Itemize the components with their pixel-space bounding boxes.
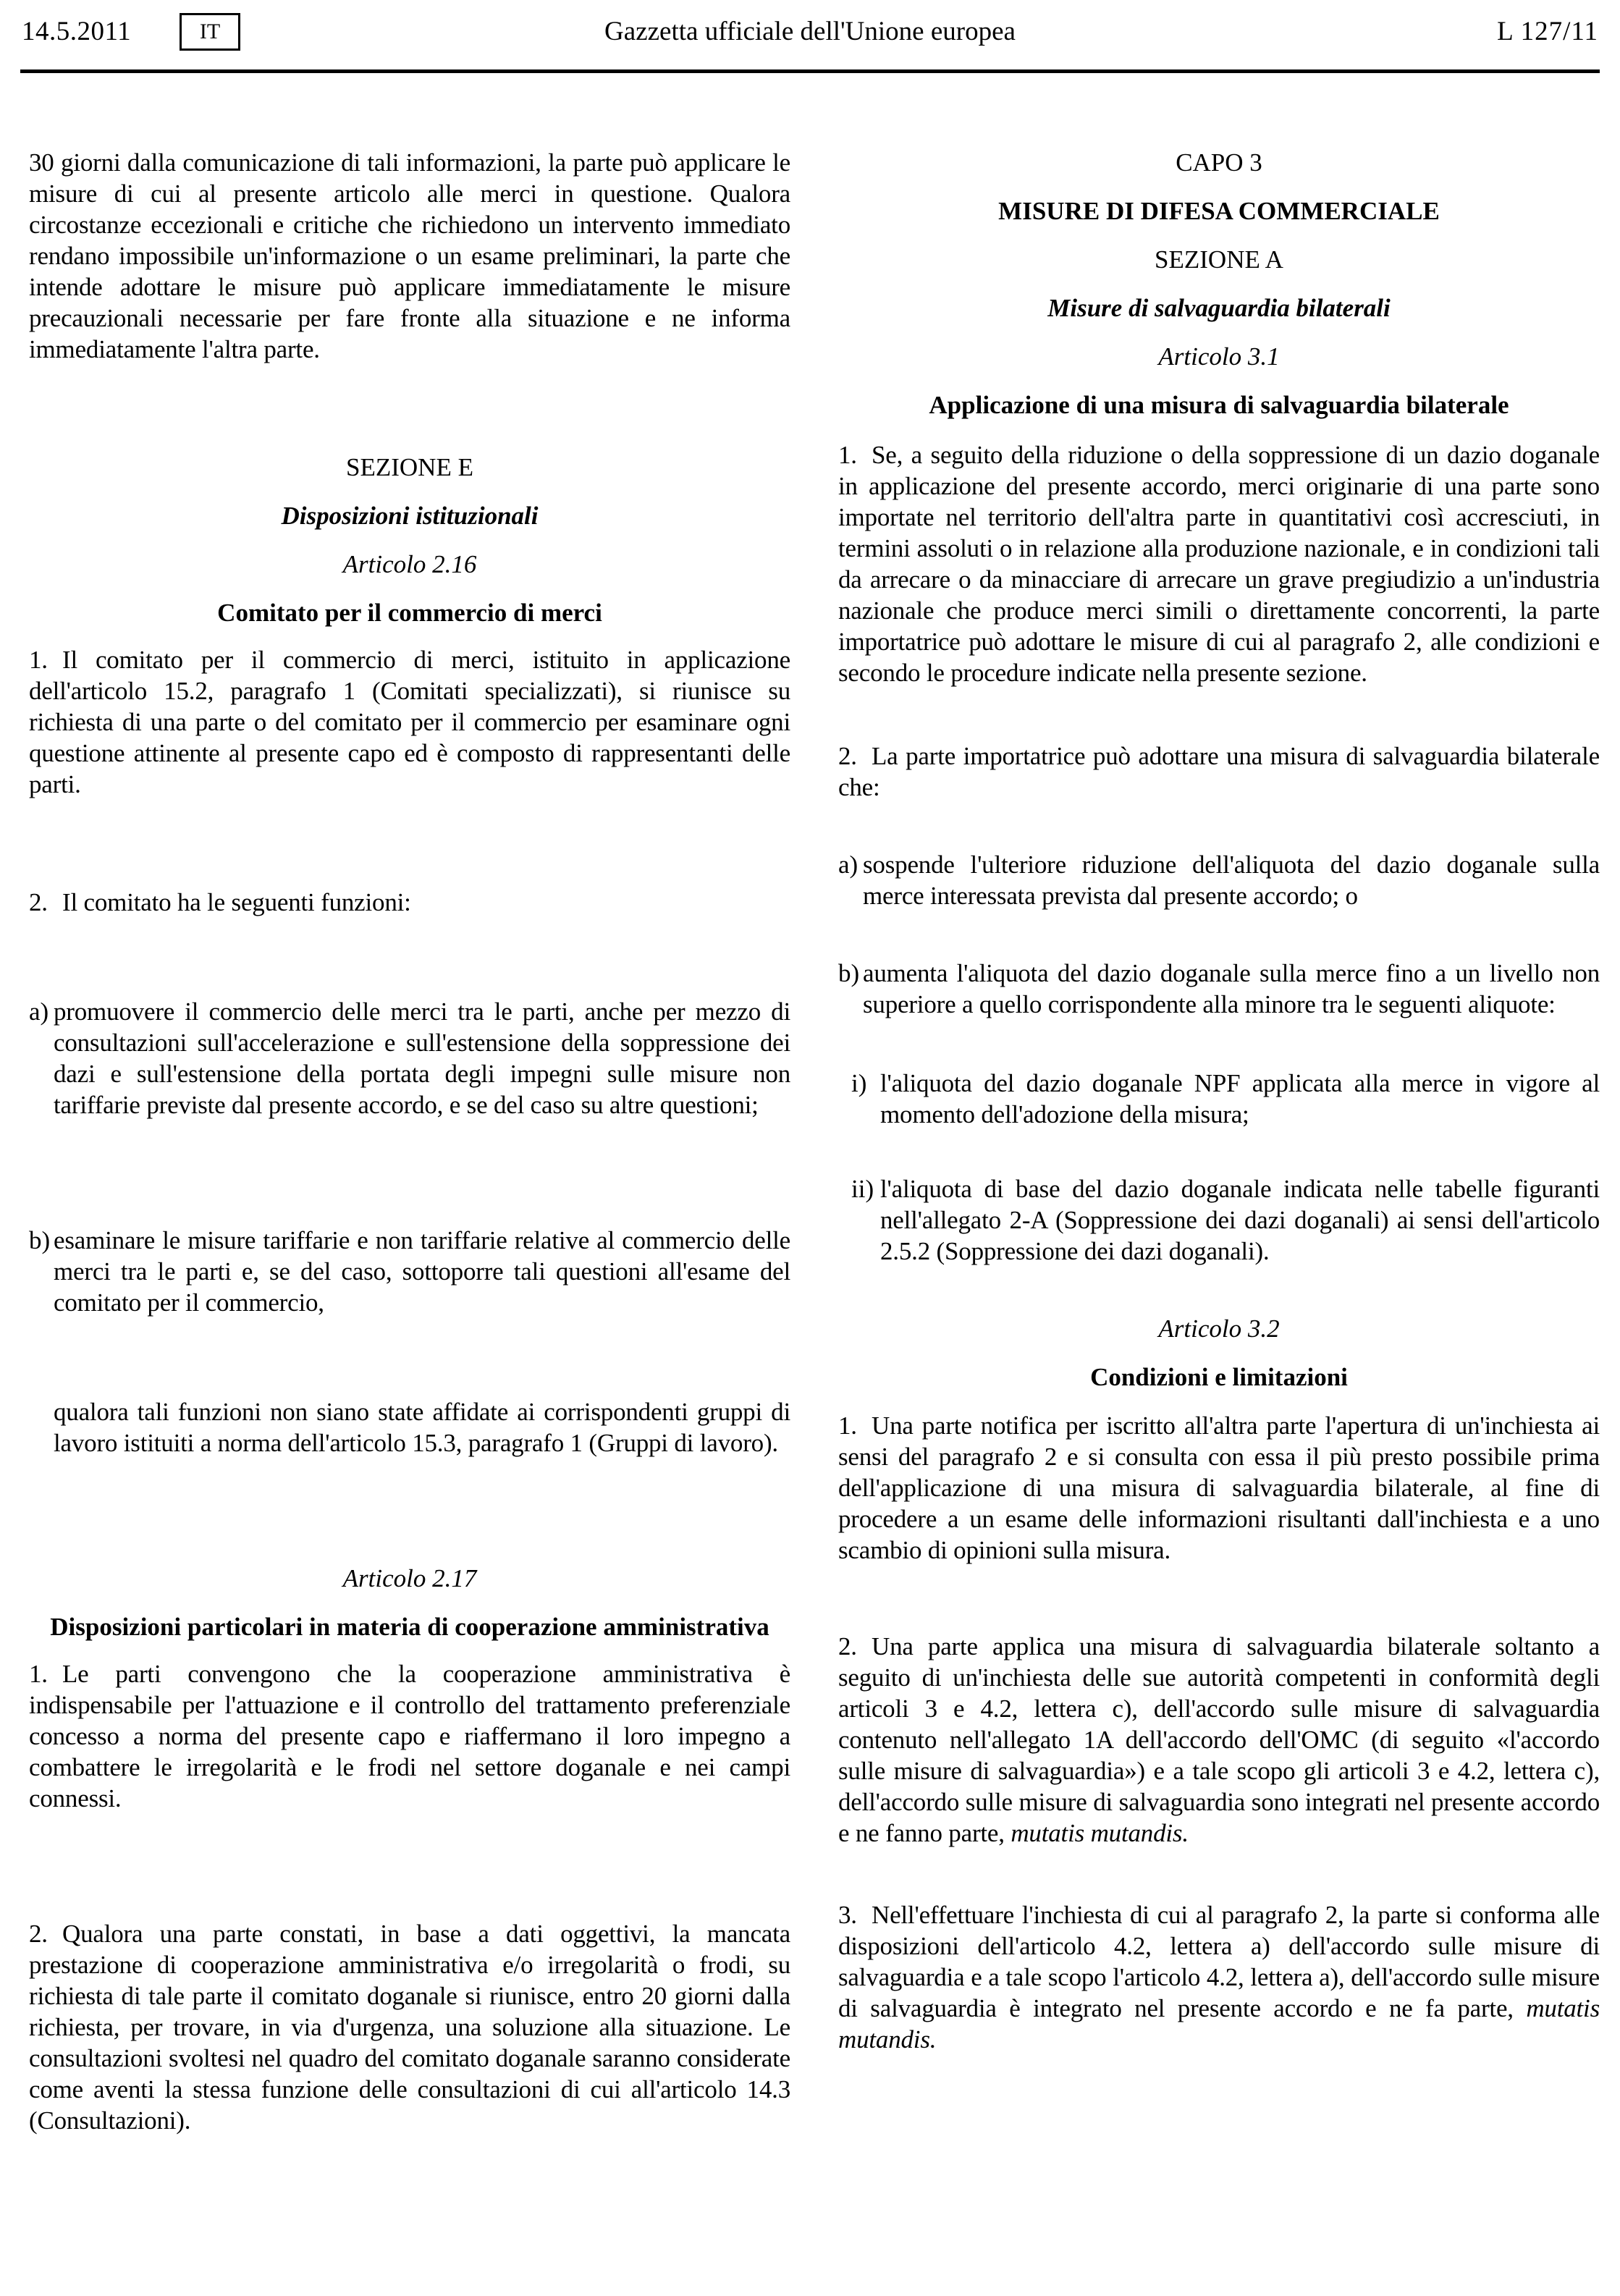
left-column <box>29 147 790 2136</box>
paragraph-text: Se, a seguito della riduzione o della soppressione di un dazio doganale in applicazione del presente accordo, merci originarie di una parte sono importate nel territorio dell'altra parte in quantitativi così accresciuti, in termini assoluti o in relazione alla produzione nazionale, e in condizioni tali da arrecare o da minacciare di arrecare un grave pregiudizio a un'industria nazionale che produce merci simili o direttamente concorrenti, la parte importatrice può adottare le misure di cui al paragrafo 2, alle condizioni e secondo le procedure indicate nella presente sezione. <box>838 441 1600 687</box>
paragraph-text: Nell'effettuare l'inchiesta di cui al paragrafo 2, la parte si conforma alle disposizioni dell'articolo 4.2, lettera a) dell'accordo sulle misure di salvaguardia e a tale scopo l'articolo 4.2, lettera a), dell'accordo sulle misure di salvaguardia è integrato nel presente accordo e ne fa parte, <box>838 1901 1600 2022</box>
section-label: SEZIONE E <box>346 453 473 481</box>
section-title: Disposizioni istituzionali <box>281 502 539 530</box>
list-item <box>29 1225 790 1318</box>
paragraph-number: 2. <box>838 1632 857 1660</box>
paragraph <box>29 887 790 918</box>
sub-list-item <box>838 1173 1600 1267</box>
paragraph-number: 2. <box>29 888 48 916</box>
journal-title: Gazzetta ufficiale dell'Unione europea <box>604 17 1016 46</box>
page-number: L 127/11 <box>1497 17 1598 46</box>
paragraph <box>838 439 1600 688</box>
item-text: aumenta l'aliquota del dazio doganale sulla merce fino a un livello non superiore a quello corrispondente alla minore tra le seguenti aliquote: <box>863 959 1600 1018</box>
publication-date: 14.5.2011 <box>22 17 132 46</box>
article-title: Comitato per il commercio di merci <box>217 599 602 627</box>
chapter-label: CAPO 3 <box>1176 148 1262 177</box>
paragraph-number: 2. <box>838 742 857 770</box>
paragraph-number: 1. <box>29 1660 48 1688</box>
right-column <box>838 147 1600 2136</box>
header-rule <box>20 69 1600 73</box>
item-marker: i) <box>851 1069 867 1097</box>
paragraph <box>838 1631 1600 1849</box>
paragraph-number: 2. <box>29 1920 48 1948</box>
paragraph-text: Qualora una parte constati, in base a dati oggettivi, la mancata prestazione di cooperazione amministrativa e/o irregolarità o frodi, su richiesta di tale parte il comitato doganale si riunisce, entro 20 giorni dalla richiesta, per trovare, in via d'urgenza, una soluzione alla situazione. Le consultazioni svoltesi nel quadro del comitato doganale saranno considerate come aventi la stessa funzione delle consultazioni di cui all'articolo 14.3 (Consultazioni). <box>29 1920 790 2135</box>
item-text: sospende l'ulteriore riduzione dell'aliquota del dazio doganale sulla merce interessata prevista dal presente accordo; o <box>863 851 1600 910</box>
item-marker: b) <box>29 1226 51 1254</box>
item-marker: ii) <box>851 1175 874 1203</box>
paragraph-text: Il comitato ha le seguenti funzioni: <box>62 888 411 916</box>
paragraph-text: Il comitato per il commercio di merci, istituito in applicazione dell'articolo 15.2, paragrafo 1 (Comitati specializzati), si riunisce su richiesta di una parte o del comitato per il commercio per esaminare ogni questione attinente al presente capo ed è composto di rappresentanti delle parti. <box>29 646 790 798</box>
intro-paragraph: 30 giorni dalla comunicazione di tali informazioni, la parte può applicare le misure di cui al presente articolo alle merci in questione. Qualora circostanze eccezionali e critiche che richiedono un intervento immediato rendano impossibile un'informazione o un esame preliminari, la parte che intende adottare le misure può applicare immediatamente le misure precauzionali necessarie per fare fronte alla situazione e ne informa immediatamente l'altra parte. <box>29 148 790 363</box>
item-marker: b) <box>838 959 860 987</box>
page-body <box>0 147 1620 2136</box>
paragraph-number: 1. <box>29 646 48 674</box>
item-text: esaminare le misure tariffarie e non tariffarie relative al commercio delle merci tra le parti e, se del caso, sottoporre tali questioni all'esame del comitato per il commercio, <box>54 1226 790 1317</box>
item-marker: a) <box>838 851 858 879</box>
paragraph-number: 1. <box>838 1411 857 1440</box>
paragraph-text: La parte importatrice può adottare una misura di salvaguardia bilaterale che: <box>838 742 1600 801</box>
article-label: Articolo 3.2 <box>1158 1314 1280 1343</box>
item-text: l'aliquota di base del dazio doganale indicata nelle tabelle figuranti nell'allegato 2-A (Soppressione dei dazi doganali) ai sensi dell'articolo 2.5.2 (Soppressione dei dazi doganali). <box>880 1175 1600 1265</box>
paragraph <box>29 644 790 800</box>
paragraph-number: 3. <box>838 1901 857 1929</box>
item-text: l'aliquota del dazio doganale NPF applicata alla merce in vigore al momento dell'adozione della misura; <box>880 1069 1600 1128</box>
item-marker: a) <box>29 997 49 1026</box>
article-title: Condizioni e limitazioni <box>1090 1363 1348 1391</box>
paragraph <box>29 1918 790 2136</box>
section-label: SEZIONE A <box>1155 245 1283 274</box>
paragraph <box>838 1410 1600 1566</box>
article-title: Applicazione di una misura di salvaguardia bilaterale <box>929 391 1509 419</box>
latin-phrase: mutatis mutandis. <box>1011 1819 1189 1847</box>
list-item <box>838 849 1600 911</box>
trailing-paragraph: qualora tali funzioni non siano state affidate ai corrispondenti gruppi di lavoro istituiti a norma dell'articolo 15.3, paragrafo 1 (Gruppi di lavoro). <box>54 1398 790 1457</box>
article-label: Articolo 2.16 <box>342 550 477 578</box>
paragraph-number: 1. <box>838 441 857 469</box>
latin-phrase: mutatis mutandis. <box>838 1994 1600 2054</box>
article-title: Disposizioni particolari in materia di cooperazione amministrativa <box>50 1613 769 1641</box>
page-header <box>0 0 1620 69</box>
language-badge <box>180 13 240 51</box>
paragraph-text: Una parte applica una misura di salvaguardia bilaterale soltanto a seguito di un'inchiesta delle sue autorità competenti in conformità degli articoli 3 e 4.2, lettera c), dell'accordo sulle misure di salvaguardia contenuto nell'allegato 1A dell'accordo dell'OMC (di seguito «l'accordo sulle misure di salvaguardia») e a tale scopo gli articoli 3 e 4.2, lettera c), dell'accordo sulle misure di salvaguardia sono integrati nel presente accordo e ne fanno parte, <box>838 1632 1600 1847</box>
paragraph <box>838 1899 1600 2055</box>
article-label: Articolo 2.17 <box>342 1564 477 1592</box>
list-item <box>838 958 1600 1020</box>
section-title: Misure di salvaguardia bilaterali <box>1047 294 1391 322</box>
paragraph-text: Una parte notifica per iscritto all'altra parte l'apertura di un'inchiesta ai sensi del paragrafo 2 e si consulta con essa il più presto possibile prima dell'applicazione di una misura di salvaguardia bilaterale, al fine di procedere a un esame delle informazioni risultanti dall'inchiesta e a uno scambio di opinioni sulla misura. <box>838 1411 1600 1564</box>
paragraph-text: Le parti convengono che la cooperazione amministrativa è indispensabile per l'attuazione e il controllo del trattamento preferenziale concesso a norma del presente capo e riaffermano il loro impegno a combattere le irregolarità e le frodi nel settore doganale e nei campi connessi. <box>29 1660 790 1812</box>
article-label: Articolo 3.1 <box>1158 342 1280 371</box>
item-text: promuovere il commercio delle merci tra le parti, anche per mezzo di consultazioni sull'accelerazione e sull'estensione della soppressione dei dazi e sull'estensione della portata degli impegni sulle misure non tariffarie previste dal presente accordo, e se del caso su altre questioni; <box>54 997 790 1119</box>
paragraph <box>838 740 1600 803</box>
chapter-title: MISURE DI DIFESA COMMERCIALE <box>998 197 1440 225</box>
paragraph <box>29 1658 790 1814</box>
sub-list-item <box>838 1068 1600 1130</box>
list-item <box>29 996 790 1120</box>
language-code: IT <box>199 20 221 43</box>
